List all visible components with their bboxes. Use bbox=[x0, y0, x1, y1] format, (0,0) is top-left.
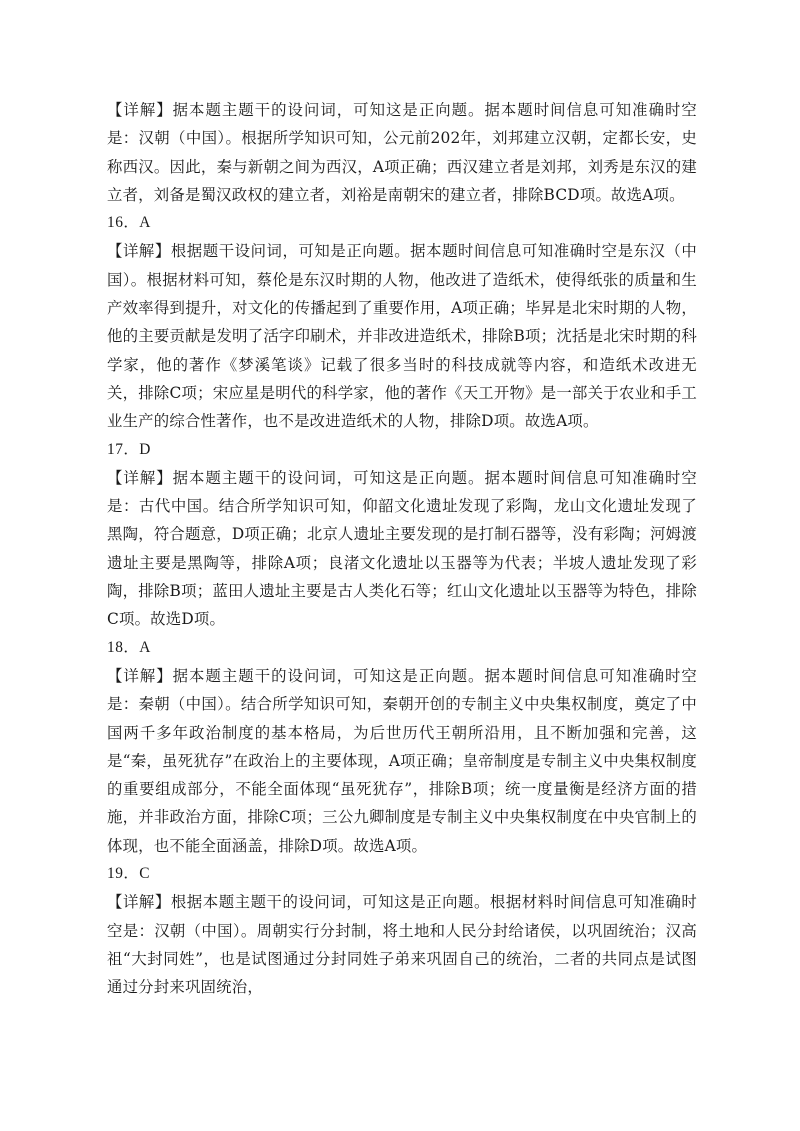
answer-19-explanation: 【详解】根据本题主题干的设问词，可知这是正向题。根据材料时间信息可知准确时空是：汉朝（中国）。周朝实行分封制，将土地和人民分封给诸侯，以巩固统治；汉高祖“大封同姓”，也是试图通过分封同姓子弟来巩固自己的统治，二者的共同点是试图通过分封来巩固统治， bbox=[107, 893, 697, 997]
answer-16-explanation: 【详解】根据题干设问词，可知是正向题。据本题时间信息可知准确时空是东汉（中国）。根据材料可知，蔡伦是东汉时期的人物，他改进了造纸术，使得纸张的质量和生产效率得到提升，对文化的传播起到了重要作用，A项正确；毕昇是北宋时期的人物，他的主要贡献是发明了活字印刷术，并非改进造纸术，排除B项；沈括是北宋时期的科学家，他的著作《梦溪笔谈》记载了很多当时的科技成就等内容，和造纸术改进无关，排除C项；宋应星是明代的科学家，他的著作《天工开物》是一部关于农业和手工业生产的综合性著作，也不是改进造纸术的人物，排除D项。故选A项。 bbox=[107, 242, 697, 431]
answer-explanations bbox=[107, 96, 697, 1002]
answer-19-number: 19．C bbox=[107, 865, 151, 883]
answer-17-explanation: 【详解】据本题主题干的设问词，可知这是正向题。据本题时间信息可知准确时空是：古代中国。结合所学知识可知，仰韶文化遗址发现了彩陶，龙山文化遗址发现了黑陶，符合题意，D项正确；北京人遗址主要发现的是打制石器等，没有彩陶；河姆渡遗址主要是黑陶等，排除A项；良渚文化遗址以玉器等为代表；半坡人遗址发现了彩陶，排除B项；蓝田人遗址主要是古人类化石等；红山文化遗址以玉器等为特色，排除C项。故选D项。 bbox=[107, 468, 697, 629]
answer-17-number: 17．D bbox=[107, 440, 151, 458]
answer-18-number: 18．A bbox=[107, 638, 151, 656]
answer-16-number: 16．A bbox=[107, 214, 151, 232]
answer-18-explanation: 【详解】据本题主题干的设问词，可知这是正向题。据本题时间信息可知准确时空是：秦朝（中国）。结合所学知识可知，秦朝开创的专制主义中央集权制度，奠定了中国两千多年政治制度的基本格局，为后世历代王朝所沿用，且不断加强和完善，这是“秦，虽死犹存”在政治上的主要体现，A项正确；皇帝制度是专制主义中央集权制度的重要组成部分，不能全面体现“虽死犹存”，排除B项；统一度量衡是经济方面的措施，并非政治方面，排除C项；三公九卿制度是专制主义中央集权制度在中央官制上的体现，也不能全面涵盖，排除D项。故选A项。 bbox=[107, 666, 697, 855]
answer-15-explanation: 【详解】据本题主题干的设问词，可知这是正向题。据本题时间信息可知准确时空是：汉朝（中国）。根据所学知识可知，公元前202年，刘邦建立汉朝，定都长安，史称西汉。因此，秦与新朝之间为西汉，A项正确；西汉建立者是刘邦，刘秀是东汉的建立者，刘备是蜀汉政权的建立者，刘裕是南朝宋的建立者，排除BCD项。故选A项。 bbox=[107, 101, 697, 204]
